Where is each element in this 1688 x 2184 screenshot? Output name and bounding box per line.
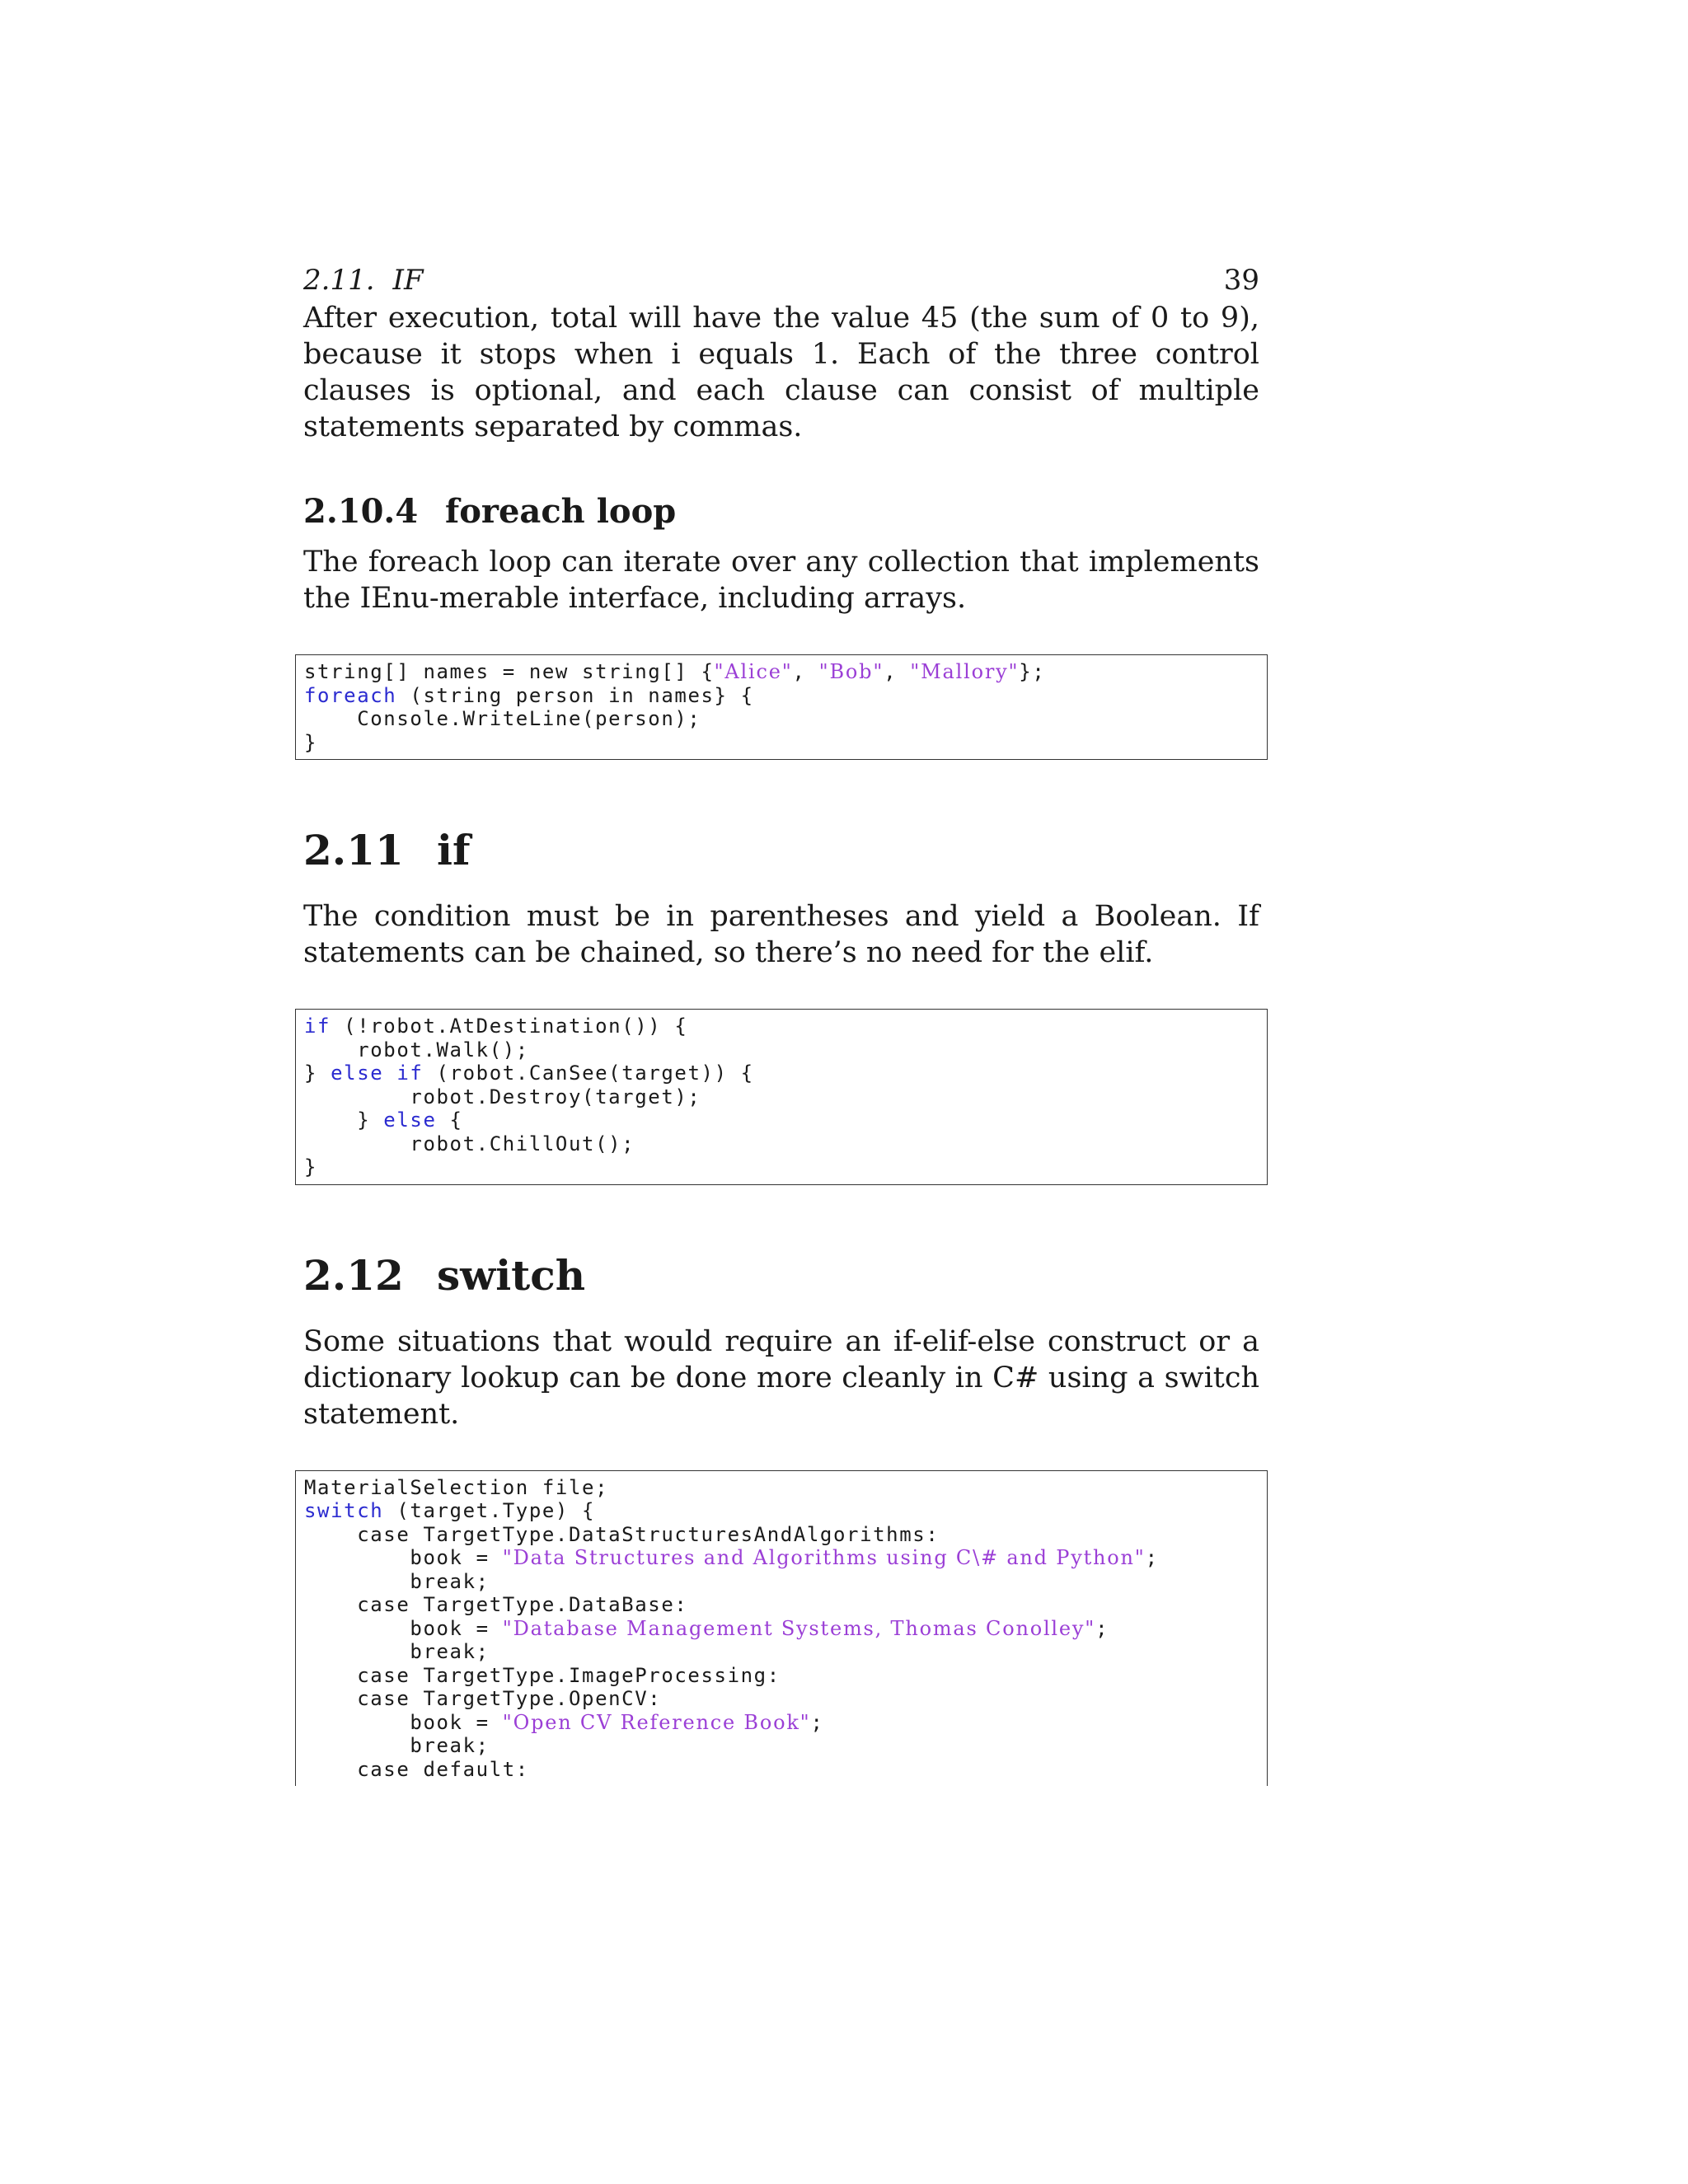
code-line <box>304 1132 1259 1156</box>
code-text: , <box>792 660 819 683</box>
switch-paragraph: Some situations that would require an if-elif-else construct or a dictionary lookup can be done more cleanly in C# using a switch statement. <box>303 1324 1259 1431</box>
code-line <box>304 1546 1259 1570</box>
code-line <box>304 707 1259 731</box>
section-title: switch <box>437 1250 586 1300</box>
code-string: "Mallory" <box>910 660 1020 683</box>
code-text: (string person in names} { <box>396 683 754 707</box>
code-line <box>304 1108 1259 1132</box>
section-title: foreach loop <box>445 492 677 531</box>
code-line <box>304 1038 1259 1062</box>
code-text: } <box>304 1108 384 1132</box>
code-line <box>304 1523 1259 1547</box>
code-line <box>304 1664 1259 1688</box>
foreach-code-block <box>295 654 1268 760</box>
code-keyword: foreach <box>304 683 397 707</box>
code-string: "Bob" <box>818 660 884 683</box>
code-line <box>304 1758 1259 1782</box>
code-text: MaterialSelection file; <box>304 1475 609 1499</box>
code-text: (robot.CanSee(target)) { <box>423 1062 754 1085</box>
code-string: "Data Structures and Algorithms using C\# and Python" <box>502 1546 1146 1569</box>
code-string: "Open CV Reference Book" <box>502 1710 811 1734</box>
code-keyword: switch <box>304 1499 384 1522</box>
code-line <box>304 1499 1259 1523</box>
code-keyword: if <box>396 1062 424 1085</box>
code-line <box>304 684 1259 708</box>
switch-section-heading <box>303 1251 1259 1301</box>
code-line <box>304 1062 1259 1085</box>
code-text: case TargetType.OpenCV: <box>304 1687 662 1710</box>
code-text: , <box>884 660 911 683</box>
code-line <box>304 1085 1259 1109</box>
code-text: { <box>436 1108 463 1132</box>
code-text: book = <box>304 1710 503 1734</box>
code-keyword: else <box>383 1108 437 1132</box>
code-line <box>304 1015 1259 1038</box>
code-text: } <box>304 730 318 754</box>
code-line <box>304 1155 1259 1179</box>
code-text: break; <box>304 1640 490 1663</box>
foreach-section-heading <box>303 491 1259 532</box>
code-line <box>304 1570 1259 1594</box>
if-code-block <box>295 1009 1268 1185</box>
code-text: case TargetType.DataBase: <box>304 1593 688 1616</box>
code-text: book = <box>304 1616 503 1640</box>
code-text: case TargetType.DataStructuresAndAlgorithms: <box>304 1522 940 1546</box>
code-text: Console.WriteLine(person); <box>304 707 701 730</box>
if-section-heading <box>303 826 1259 875</box>
code-text: ; <box>1145 1546 1159 1569</box>
code-line <box>304 660 1259 684</box>
code-text: string[] names = new string[] { <box>304 660 715 683</box>
code-keyword: else <box>331 1062 384 1085</box>
code-keyword: if <box>304 1015 331 1038</box>
code-line <box>304 1734 1259 1758</box>
code-text: book = <box>304 1546 503 1569</box>
code-text: } <box>304 1062 331 1085</box>
running-head-chapter <box>303 264 424 297</box>
code-string: "Database Management Systems, Thomas Conolley" <box>502 1616 1096 1640</box>
code-line <box>304 1476 1259 1500</box>
code-text: robot.Destroy(target); <box>304 1085 701 1108</box>
code-text: (target.Type) { <box>383 1499 596 1522</box>
code-text: break; <box>304 1569 490 1593</box>
code-text: }; <box>1019 660 1046 683</box>
code-text: robot.ChillOut(); <box>304 1132 635 1155</box>
page <box>303 264 1259 1786</box>
code-line <box>304 1617 1259 1641</box>
code-string: "Alice" <box>714 660 793 683</box>
code-text: (!robot.AtDestination()) { <box>331 1015 688 1038</box>
running-head <box>303 264 1259 300</box>
code-line <box>304 1640 1259 1664</box>
section-number: 2.11 <box>303 826 404 874</box>
if-paragraph: The condition must be in parentheses and yield a Boolean. If statements can be chained, so there’s no need for the elif. <box>303 900 1259 969</box>
code-text: break; <box>304 1734 490 1757</box>
code-text: ; <box>810 1710 824 1734</box>
code-text: case TargetType.ImageProcessing: <box>304 1663 781 1687</box>
page-number: 39 <box>1223 264 1259 297</box>
foreach-paragraph: The foreach loop can iterate over any collection that implements the IEnu-merable interface, including arrays. <box>303 546 1259 615</box>
chapter-number: 2.11. <box>303 264 375 297</box>
code-text: ; <box>1095 1616 1109 1640</box>
code-text: case default: <box>304 1757 529 1781</box>
section-number: 2.10.4 <box>303 492 419 531</box>
code-line <box>304 1711 1259 1735</box>
switch-code-block <box>295 1470 1268 1787</box>
code-line <box>304 1593 1259 1617</box>
intro-paragraph: After execution, total will have the value 45 (the sum of 0 to 9), because it stops when i equals 1. Each of the three control clauses is optional, and each clause can consist of multiple statements separated by commas. <box>303 302 1259 443</box>
chapter-title: IF <box>392 264 424 297</box>
section-title: if <box>437 826 471 874</box>
code-text <box>383 1062 396 1085</box>
code-line <box>304 1687 1259 1711</box>
code-text: robot.Walk(); <box>304 1038 529 1062</box>
code-line <box>304 731 1259 755</box>
code-text: } <box>304 1155 318 1179</box>
section-number: 2.12 <box>303 1250 404 1300</box>
